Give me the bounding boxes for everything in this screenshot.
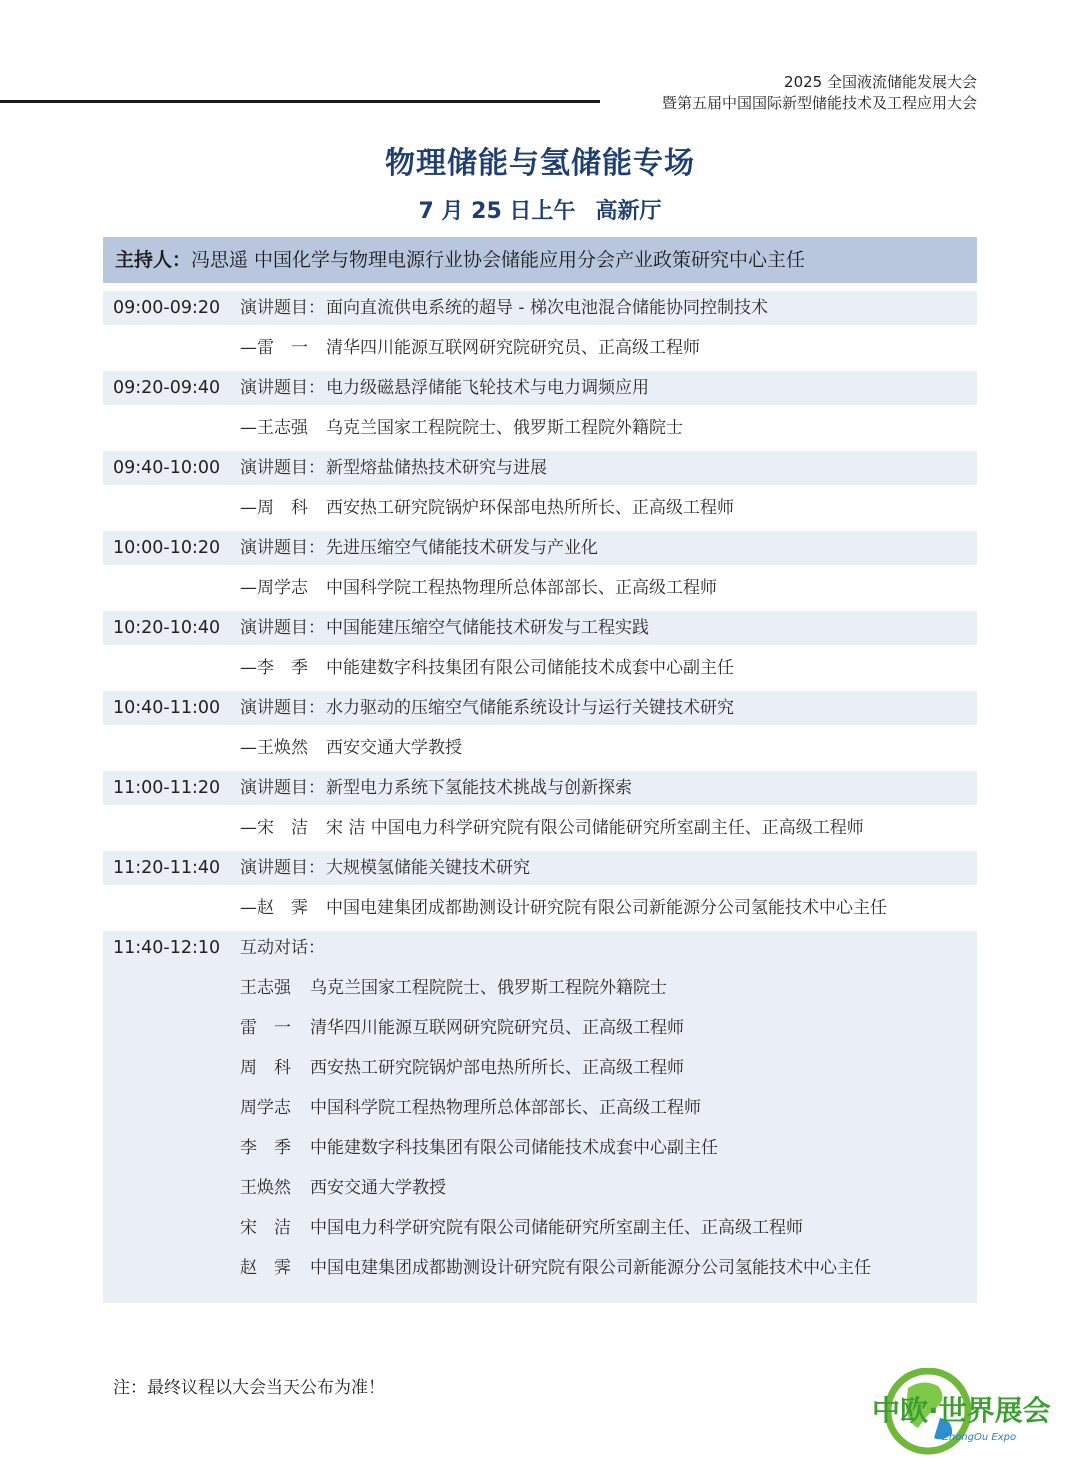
talk-time: 10:40-11:00 <box>113 698 221 718</box>
panelist-affiliation: 清华四川能源互联网研究院研究员、正高级工程师 <box>310 1018 684 1038</box>
talk-topic: 面向直流供电系统的超导 - 梯次电池混合储能协同控制技术 <box>326 298 768 318</box>
speaker-name: —赵 霁 <box>240 898 308 918</box>
talk-time: 10:20-10:40 <box>113 618 221 638</box>
topic-label: 演讲题目： <box>240 458 325 478</box>
panelist-list <box>103 971 977 1285</box>
talk-time: 09:20-09:40 <box>113 378 221 398</box>
logo-subtext: ZhongOu Expo <box>942 1432 1017 1443</box>
panelist-affiliation: 西安交通大学教授 <box>310 1178 446 1198</box>
panelist-row <box>103 1091 977 1125</box>
talk-topic: 水力驱动的压缩空气储能系统设计与运行关键技术研究 <box>326 698 734 718</box>
panelist-row <box>103 1251 977 1285</box>
talk-time: 09:40-10:00 <box>113 458 221 478</box>
conference-title-line1: 2025 全国液流储能发展大会 <box>784 73 977 91</box>
speaker-affiliation: 中能建数字科技集团有限公司储能技术成套中心副主任 <box>326 658 734 678</box>
talk-topic-row <box>103 611 977 645</box>
speaker-name: —周 科 <box>240 498 308 518</box>
panelist-row <box>103 1131 977 1165</box>
panelist-row <box>103 1171 977 1205</box>
talk-speaker-row <box>103 331 977 365</box>
talk-speaker-row <box>103 891 977 925</box>
agenda-table <box>103 291 977 1303</box>
speaker-name: —雷 一 <box>240 338 308 358</box>
speaker-affiliation: 西安热工研究院锅炉环保部电热所所长、正高级工程师 <box>326 498 734 518</box>
speaker-affiliation: 清华四川能源互联网研究院研究员、正高级工程师 <box>326 338 700 358</box>
conference-title <box>662 72 977 114</box>
topic-label: 演讲题目： <box>240 858 325 878</box>
panelist-name: 赵 霁 <box>240 1258 291 1278</box>
panelist-row <box>103 1051 977 1085</box>
talk-topic-row <box>103 291 977 325</box>
talk-topic-row <box>103 851 977 885</box>
speaker-affiliation: 西安交通大学教授 <box>326 738 462 758</box>
talk-speaker-row <box>103 491 977 525</box>
talk-topic: 中国能建压缩空气储能技术研发与工程实践 <box>326 618 649 638</box>
panelist-name: 李 季 <box>240 1138 291 1158</box>
talk-topic-row <box>103 691 977 725</box>
talk-speaker-row <box>103 731 977 765</box>
conference-title-line2: 暨第五届中国国际新型储能技术及工程应用大会 <box>661 94 977 112</box>
panelist-row <box>103 971 977 1005</box>
panelist-name: 王志强 <box>240 978 291 998</box>
topic-label: 演讲题目： <box>240 378 325 398</box>
talk-topic: 新型电力系统下氢能技术挑战与创新探索 <box>326 778 632 798</box>
panelist-affiliation: 西安热工研究院锅炉部电热所所长、正高级工程师 <box>310 1058 684 1078</box>
speaker-name: —王焕然 <box>240 738 308 758</box>
topic-label: 演讲题目： <box>240 538 325 558</box>
panelist-row <box>103 1011 977 1045</box>
session-time <box>0 194 1080 225</box>
panelist-name: 周学志 <box>240 1098 291 1118</box>
page-title: 物理储能与氢储能专场 <box>385 146 695 181</box>
speaker-name: —李 季 <box>240 658 308 678</box>
panelist-affiliation: 中国电力科学研究院有限公司储能研究所室副主任、正高级工程师 <box>310 1218 803 1238</box>
talk-speaker-row <box>103 571 977 605</box>
panelist-name: 周 科 <box>240 1058 291 1078</box>
talk-topic-row <box>103 371 977 405</box>
panelist-name: 宋 洁 <box>240 1218 291 1238</box>
speaker-name: —宋 洁 <box>240 818 308 838</box>
talk-speaker-row <box>103 811 977 845</box>
talk-topic-row <box>103 531 977 565</box>
panelist-affiliation: 中国科学院工程热物理所总体部部长、正高级工程师 <box>310 1098 701 1118</box>
talk-topic: 电力级磁悬浮储能飞轮技术与电力调频应用 <box>326 378 649 398</box>
panelist-row <box>103 1211 977 1245</box>
panelist-affiliation: 中能建数字科技集团有限公司储能技术成套中心副主任 <box>310 1138 718 1158</box>
speaker-name: —周学志 <box>240 578 308 598</box>
footnote: 注：最终议程以大会当天公布为准！ <box>113 1378 385 1398</box>
talk-topic: 大规模氢储能关键技术研究 <box>326 858 530 878</box>
speaker-name: —王志强 <box>240 418 308 438</box>
zhongou-expo-logo <box>868 1368 1068 1458</box>
topic-label: 演讲题目： <box>240 298 325 318</box>
talk-topic: 先进压缩空气储能技术研发与产业化 <box>326 538 598 558</box>
panelist-affiliation: 中国电建集团成都勘测设计研究院有限公司新能源分公司氢能技术中心主任 <box>310 1258 871 1278</box>
talk-time: 10:00-10:20 <box>113 538 221 558</box>
speaker-affiliation: 乌克兰国家工程院院士、俄罗斯工程院外籍院士 <box>326 418 683 438</box>
session-date: 7 月 25 日上午 <box>418 199 576 224</box>
dialog-block <box>103 931 977 1303</box>
talk-topic: 新型熔盐储热技术研究与进展 <box>326 458 547 478</box>
talk-time: 11:00-11:20 <box>113 778 221 798</box>
host-bar <box>103 237 977 283</box>
dialog-label: 互动对话： <box>240 938 325 958</box>
topic-label: 演讲题目： <box>240 698 325 718</box>
session-hall: 高新厅 <box>595 199 662 224</box>
host-label: 主持人： <box>115 249 192 271</box>
panelist-name: 雷 一 <box>240 1018 291 1038</box>
talk-list <box>103 291 977 925</box>
dialog-header-row <box>103 931 977 965</box>
speaker-affiliation: 中国电建集团成都勘测设计研究院有限公司新能源分公司氢能技术中心主任 <box>326 898 887 918</box>
talk-time: 09:00-09:20 <box>113 298 221 318</box>
talk-topic-row <box>103 451 977 485</box>
talk-time: 11:20-11:40 <box>113 858 221 878</box>
panelist-affiliation: 乌克兰国家工程院院士、俄罗斯工程院外籍院士 <box>310 978 667 998</box>
header-rule <box>0 100 600 103</box>
talk-speaker-row <box>103 411 977 445</box>
dialog-time: 11:40-12:10 <box>113 938 221 958</box>
logo-text: 中欧·世界展会 <box>872 1394 1051 1427</box>
panelist-name: 王焕然 <box>240 1178 291 1198</box>
host-text: 冯思遥 中国化学与物理电源行业协会储能应用分会产业政策研究中心主任 <box>191 249 806 271</box>
talk-topic-row <box>103 771 977 805</box>
speaker-affiliation: 宋 洁 中国电力科学研究院有限公司储能研究所室副主任、正高级工程师 <box>326 818 864 838</box>
talk-speaker-row <box>103 651 977 685</box>
topic-label: 演讲题目： <box>240 778 325 798</box>
topic-label: 演讲题目： <box>240 618 325 638</box>
speaker-affiliation: 中国科学院工程热物理所总体部部长、正高级工程师 <box>326 578 717 598</box>
